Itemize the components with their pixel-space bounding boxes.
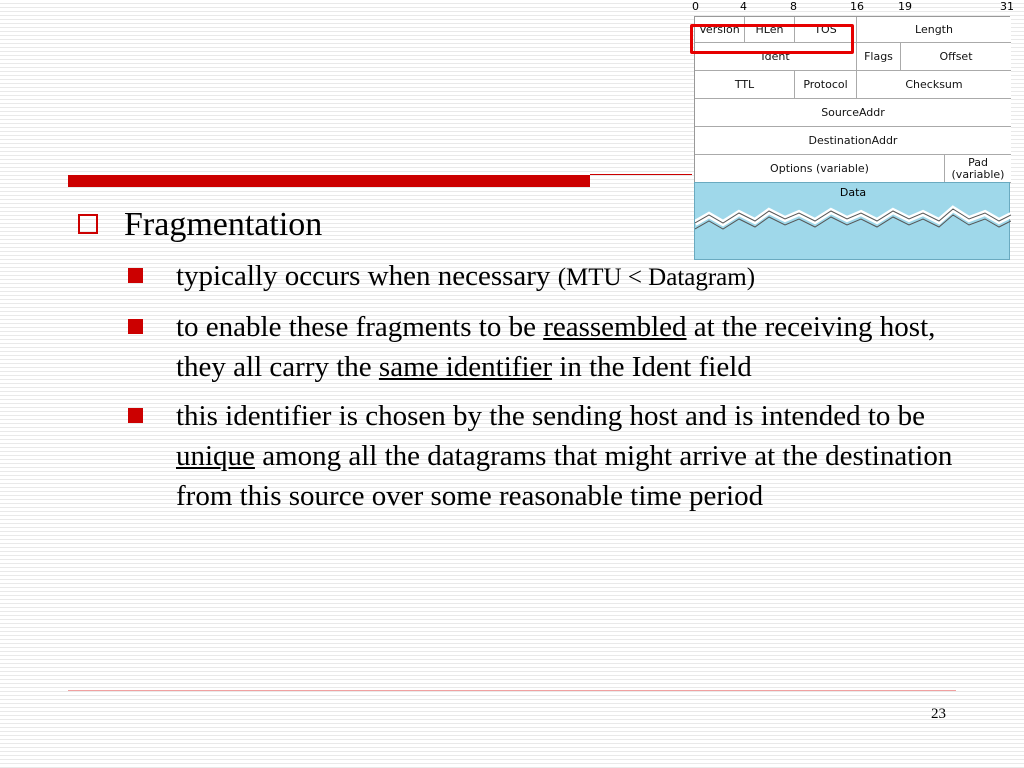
- bit-label: 0: [692, 0, 699, 13]
- text-segment: typically occurs when necessary: [176, 260, 558, 292]
- pad-label-line1: Pad: [968, 155, 988, 169]
- text-segment: among all the datagrams that might arrive at the destination from this source over some reasonable time period: [176, 440, 953, 512]
- bit-label: 31: [1000, 0, 1014, 13]
- text-segment: this identifier is chosen by the sending host and is intended to be: [176, 400, 926, 432]
- filled-square-bullet-icon: [128, 408, 143, 423]
- bit-label: 8: [790, 0, 797, 13]
- field-ttl: TTL: [695, 71, 795, 99]
- field-data: [694, 182, 1010, 260]
- underlined-term: reassembled: [543, 311, 687, 343]
- hollow-square-bullet-icon: [78, 214, 98, 234]
- text-segment: to enable these fragments to be: [176, 311, 544, 343]
- field-hlen: HLen: [745, 17, 795, 43]
- field-offset: Offset: [901, 43, 1011, 71]
- sub-bullet-text: [176, 396, 958, 516]
- underlined-term: same identifier: [378, 351, 553, 383]
- text-segment: in the Ident field: [552, 351, 752, 383]
- sub-bullet-2: [128, 307, 958, 387]
- sub-bullet-1: [128, 256, 958, 298]
- text-segment: at the receiving host, they all carry the: [176, 311, 936, 383]
- underlined-term: unique: [176, 440, 255, 472]
- sub-bullet-list: [128, 256, 958, 525]
- title-rule-thin: [590, 174, 692, 175]
- ident-highlight-box: [690, 24, 854, 54]
- text-segment: (MTU < Datagram): [557, 264, 756, 291]
- bit-label: 4: [740, 0, 747, 13]
- field-pad: [945, 155, 1011, 183]
- footer-rule: [68, 690, 956, 691]
- field-ident: Ident: [695, 43, 857, 71]
- bit-label: 16: [850, 0, 864, 13]
- filled-square-bullet-icon: [128, 319, 143, 334]
- bit-label: 19: [898, 0, 912, 13]
- sub-bullet-text: [176, 307, 958, 387]
- ip-header-diagram: [692, 0, 1016, 262]
- sub-bullet-text: [176, 256, 958, 298]
- field-version: Version: [695, 17, 745, 43]
- field-checksum: Checksum: [857, 71, 1011, 99]
- field-source-addr: SourceAddr: [695, 99, 1011, 127]
- field-tos: TOS: [795, 17, 857, 43]
- pad-label-line2: (variable): [951, 167, 1005, 181]
- data-break-wave: [695, 183, 1011, 261]
- filled-square-bullet-icon: [128, 268, 143, 283]
- title-rule: [68, 175, 590, 187]
- heading-bullet: [78, 204, 322, 246]
- field-protocol: Protocol: [795, 71, 857, 99]
- bit-position-row: [692, 0, 1016, 16]
- field-destination-addr: DestinationAddr: [695, 127, 1011, 155]
- field-options: Options (variable): [695, 155, 945, 183]
- sub-bullet-3: [128, 396, 958, 516]
- field-length: Length: [857, 17, 1011, 43]
- data-label: Data: [839, 186, 867, 199]
- field-flags: Flags: [857, 43, 901, 71]
- heading-text: Fragmentation: [124, 206, 323, 243]
- page-number: 23: [931, 706, 946, 722]
